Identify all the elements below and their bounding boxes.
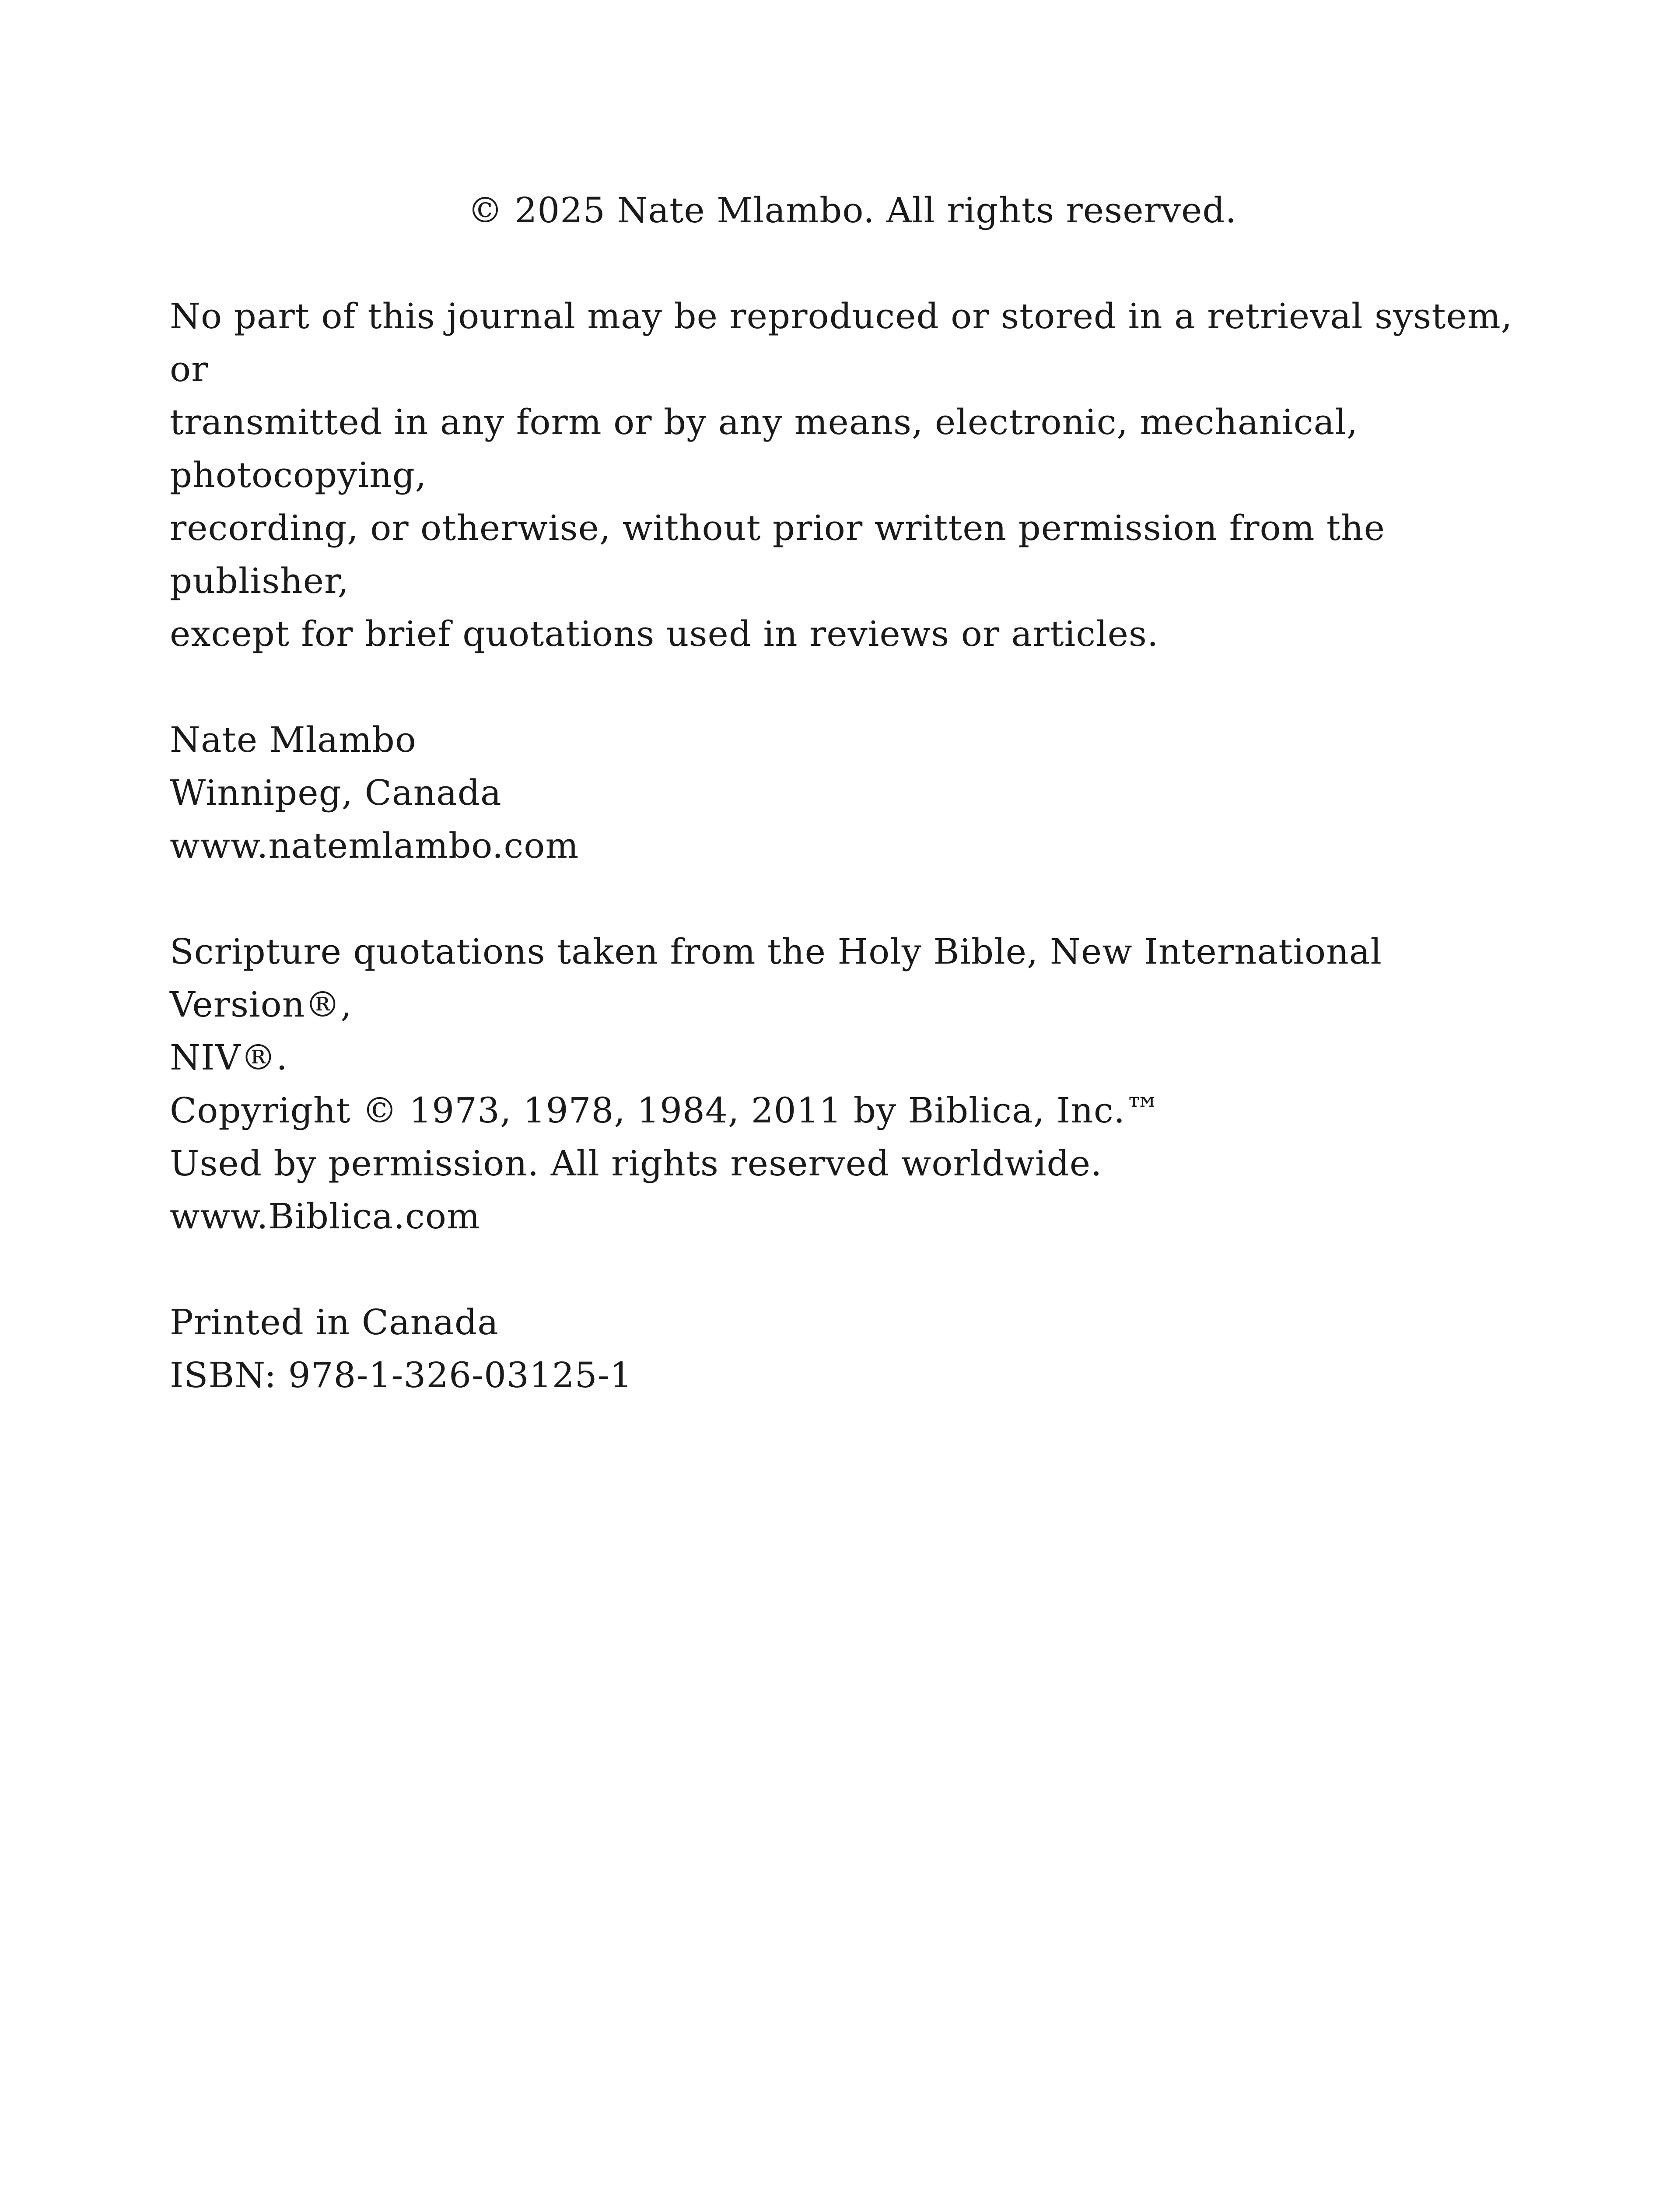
rights-line: except for brief quotations used in reviews or articles. [170, 614, 1159, 654]
publisher-website: www.natemlambo.com [170, 825, 579, 866]
scripture-line: NIV®. [170, 1037, 288, 1078]
rights-paragraph [170, 290, 1535, 660]
copyright-page [170, 184, 1535, 1455]
scripture-line: Scripture quotations taken from the Holy Bible, New International Version®, [170, 931, 1382, 1025]
rights-line: recording, or otherwise, without prior written permission from the publisher, [170, 508, 1385, 601]
scripture-line: Used by permission. All rights reserved worldwide. [170, 1143, 1102, 1184]
scripture-block [170, 925, 1535, 1243]
copyright-notice: © 2025 Nate Mlambo. All rights reserved. [468, 190, 1237, 231]
isbn: ISBN: 978-1-326-03125-1 [170, 1355, 633, 1396]
publisher-block [170, 713, 1535, 872]
rights-line: transmitted in any form or by any means, electronic, mechanical, photocopying, [170, 402, 1358, 495]
rights-line: No part of this journal may be reproduced or stored in a retrieval system, or [170, 296, 1513, 389]
printing-block [170, 1296, 1535, 1402]
publisher-location: Winnipeg, Canada [170, 772, 502, 813]
scripture-website: www.Biblica.com [170, 1196, 480, 1237]
publisher-name: Nate Mlambo [170, 719, 417, 760]
printed-location: Printed in Canada [170, 1302, 499, 1343]
scripture-line: Copyright © 1973, 1978, 1984, 2011 by Biblica, Inc.™ [170, 1090, 1161, 1131]
